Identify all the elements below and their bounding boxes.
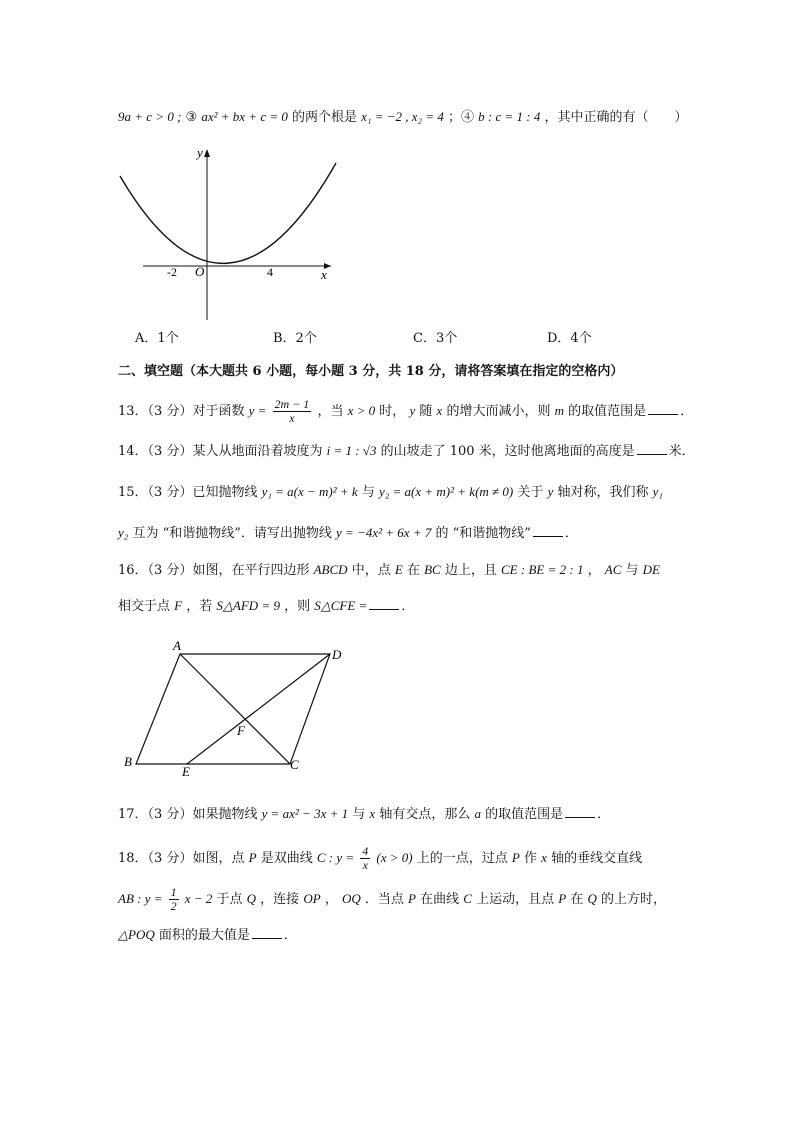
- q13-fraction: [273, 398, 312, 425]
- q13-text-decrease: 的增大而减小，则: [446, 404, 551, 419]
- q18-ab-numerator: 1: [170, 885, 177, 899]
- q13-prefix: 13．（3 分）对于函数: [118, 404, 245, 419]
- q13-m: m: [554, 403, 564, 418]
- q18-t1: 是双曲线: [260, 851, 313, 866]
- parallelogram-abcd: [136, 654, 330, 764]
- q14-prefix: 14．（3 分）某人从地面沿着坡度为: [118, 444, 323, 459]
- q18-t9: 在曲线: [420, 892, 460, 907]
- q15-sym2: 轴对称，我们称: [557, 485, 649, 500]
- q16-t2: 在: [406, 563, 420, 578]
- q18-triangle: △POQ: [118, 927, 155, 942]
- q15-eq1: y₁ = a(x − m)² + k: [261, 484, 358, 499]
- q17-answer-blank[interactable]: [565, 805, 595, 818]
- q17-x: x: [369, 806, 376, 821]
- q13-x: x: [436, 403, 443, 418]
- q16-line2-b: ，若: [186, 599, 213, 614]
- y-axis-label: y: [197, 145, 203, 160]
- choice-d: D．4个: [547, 331, 592, 346]
- choice-b: B．2个: [273, 331, 317, 346]
- q18-end: ．: [283, 928, 297, 943]
- q17-a: a: [474, 806, 481, 821]
- q18-p: P: [248, 850, 257, 865]
- q18-t6: ，连接: [260, 892, 300, 907]
- q14-suffix: 的山坡走了 100 米，这时他离地面的高度是: [380, 444, 635, 459]
- section-title: 二、填空题（本大题共 6 小题，每小题 3 分，共 18 分，请将答案填在指定的空格内）: [118, 364, 624, 379]
- q17-prefix: 17．（3 分）如果抛物线: [118, 807, 258, 822]
- q13-text-when: ，当: [317, 404, 344, 419]
- choice-c: C．3个: [413, 331, 458, 346]
- q14-answer-blank[interactable]: [637, 442, 667, 455]
- q16-line2-a: 相交于点: [118, 599, 171, 614]
- question-16-line1: [118, 560, 660, 581]
- parallelogram-figure: [120, 638, 360, 783]
- q16-t5: 与: [625, 563, 639, 578]
- q15-text-b: 的 “和谐抛物线”: [435, 526, 531, 541]
- question-13: [118, 398, 693, 425]
- q18-t12: 的上方时，: [601, 892, 667, 907]
- q18-t4: 轴的垂线交直线: [551, 851, 643, 866]
- q18-c-numerator: 4: [362, 844, 369, 858]
- q16-e: E: [394, 562, 403, 577]
- q16-bc: BC: [424, 562, 441, 577]
- q18-oq: OQ: [341, 891, 361, 906]
- q15-end: ．: [564, 526, 578, 541]
- q17-mid2: 轴有交点，那么: [379, 807, 471, 822]
- q18-t2: 上的一点，过点: [416, 851, 508, 866]
- q12-question: ，其中正确的有（ ）: [544, 110, 688, 125]
- q18-c-denominator: x: [362, 858, 368, 872]
- q16-s2: S△CFE =: [314, 598, 368, 613]
- q17-end: ．: [597, 807, 611, 822]
- question-14: [118, 441, 695, 462]
- q18-op: OP: [303, 891, 321, 906]
- q18-t5: 于点: [216, 892, 243, 907]
- q13-suffix: 的取值范围是: [568, 404, 647, 419]
- q18-p3: P: [408, 891, 416, 906]
- q18-t13: 面积的最大值是: [158, 928, 250, 943]
- q18-ab-fraction: [169, 886, 179, 913]
- q16-ratio: CE : BE = 2 : 1: [501, 562, 584, 577]
- q18-p4: P: [558, 891, 567, 906]
- q13-text-time: 时，: [379, 404, 406, 419]
- origin-label: O: [195, 264, 205, 279]
- segment-de: [187, 654, 330, 764]
- q13-answer-blank[interactable]: [648, 402, 678, 415]
- parabola-curve: [120, 163, 336, 263]
- point-b-label: B: [124, 754, 132, 769]
- q16-de: DE: [642, 562, 661, 577]
- q12-choices: [135, 329, 592, 349]
- q12-marker4: ；④: [447, 110, 474, 125]
- q15-prefix: 15．（3 分）已知抛物线: [118, 485, 258, 500]
- q15-and: 与: [361, 485, 375, 500]
- q17-eq: y = ax² − 3x + 1: [261, 806, 349, 821]
- q13-y: y: [409, 403, 416, 418]
- q18-c-cond: (x > 0): [376, 850, 413, 865]
- q17-mid: 与: [352, 807, 366, 822]
- q16-f: F: [174, 598, 183, 613]
- tick-4: 4: [267, 265, 273, 279]
- point-c-label: C: [290, 757, 299, 772]
- q16-answer-blank[interactable]: [369, 597, 399, 610]
- point-e-label: E: [182, 764, 190, 779]
- q18-t11: 在: [570, 892, 584, 907]
- q18-prefix: 18．（3 分）如图，点: [118, 851, 245, 866]
- point-f-label: F: [237, 723, 245, 738]
- q13-numerator: 2m − 1: [274, 397, 310, 411]
- q13-denominator: x: [289, 411, 295, 425]
- q12-equation: ax² + bx + c = 0: [201, 109, 288, 124]
- question-18-line2: [118, 886, 666, 913]
- parabola-graph: [115, 145, 345, 325]
- q18-c: C: [463, 891, 472, 906]
- q16-ac: AC: [604, 562, 622, 577]
- q18-p2: P: [511, 850, 520, 865]
- q16-s1: S△AFD = 9: [216, 598, 280, 613]
- q18-answer-blank[interactable]: [252, 926, 282, 939]
- q18-ab-lhs: AB : y =: [118, 891, 163, 906]
- question-18-line1: [118, 845, 642, 872]
- q16-line2-c: ，则: [284, 599, 311, 614]
- q16-t4: ，: [587, 563, 601, 578]
- q18-t10: 上运动，且点: [476, 892, 555, 907]
- q12-tail-line: [118, 107, 687, 128]
- q13-end: ．: [680, 404, 694, 419]
- q12-ratio: b : c = 1 : 4: [478, 109, 541, 124]
- point-d-label: D: [332, 647, 342, 662]
- q18-ab-denominator: 2: [170, 899, 177, 913]
- q12-marker3: ③: [185, 110, 198, 125]
- tick-neg2: -2: [167, 265, 177, 279]
- q14-ratio: i = 1 : √3: [326, 443, 377, 458]
- q18-x: x: [541, 850, 547, 865]
- q13-lhs: y =: [248, 403, 267, 418]
- q18-q: Q: [246, 891, 257, 906]
- q16-prefix: 16．（3 分）如图，在平行四边形: [118, 563, 310, 578]
- q14-end: 米．: [668, 444, 695, 459]
- diagonal-ac: [180, 654, 290, 764]
- q16-end: ．: [401, 599, 415, 614]
- y-axis-arrow: [204, 149, 210, 157]
- q15-eq3: y = −4x² + 6x + 7: [336, 525, 432, 540]
- choice-a: A．1个: [135, 331, 179, 346]
- q12-cond2: 9a + c > 0 ;: [118, 109, 182, 124]
- q16-abcd: ABCD: [313, 562, 348, 577]
- q15-y1: y₁: [652, 484, 663, 499]
- question-17: [118, 804, 610, 825]
- q15-text-a: 互为 “和谐抛物线”．请写出抛物线: [132, 526, 332, 541]
- x-axis-label: x: [321, 267, 327, 282]
- q18-q2: Q: [587, 891, 597, 906]
- q15-sym: 关于: [517, 485, 544, 500]
- q17-suffix: 的取值范围是: [485, 807, 564, 822]
- q15-y2: y₂: [118, 525, 129, 540]
- q13-condition: x > 0: [347, 403, 376, 418]
- q18-t7: ，: [324, 892, 338, 907]
- question-15-line2: [118, 523, 578, 544]
- q18-t3: 作: [524, 851, 538, 866]
- question-18-line3: [118, 925, 297, 946]
- q15-eq2: y₂ = a(x + m)² + k(m ≠ 0): [378, 484, 514, 499]
- question-15-line1: [118, 482, 663, 503]
- q15-y: y: [547, 484, 554, 499]
- q18-c-lhs: C : y =: [316, 850, 355, 865]
- q18-t8: ．当点: [364, 892, 404, 907]
- q16-t3: 边上，且: [444, 563, 497, 578]
- q15-answer-blank[interactable]: [533, 524, 563, 537]
- point-a-label: A: [173, 638, 181, 653]
- q12-roots: x₁ = −2 , x₂ = 4: [361, 109, 444, 124]
- q18-c-fraction: [360, 845, 370, 872]
- q18-ab-rest: x − 2: [184, 891, 213, 906]
- q13-text-with: 随: [419, 404, 433, 419]
- question-16-line2: [118, 596, 414, 617]
- q16-t1: 中，点: [351, 563, 391, 578]
- q12-text-roots: 的两个根是: [292, 110, 358, 125]
